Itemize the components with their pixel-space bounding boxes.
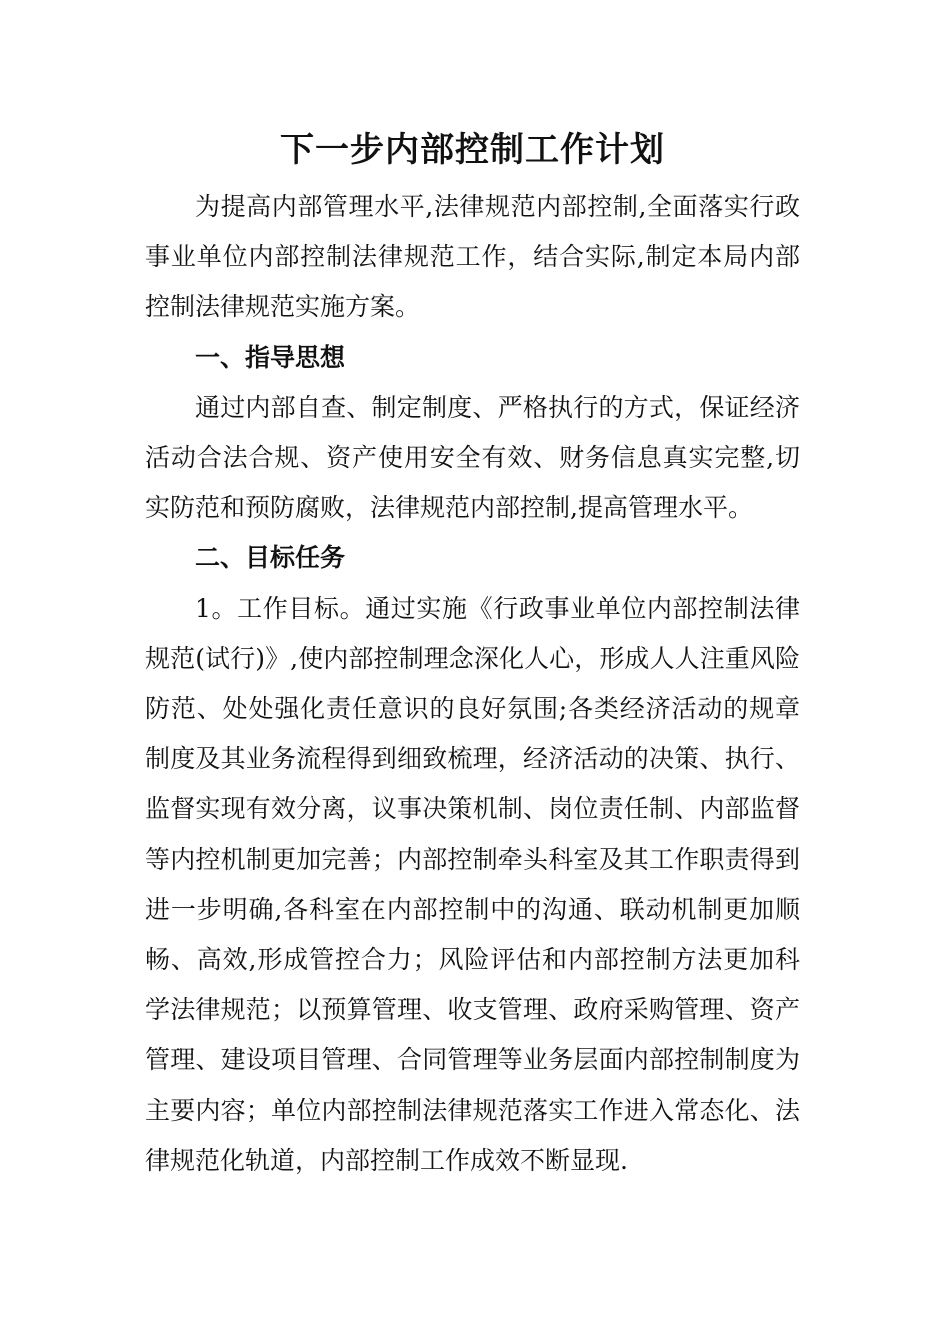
guiding-ideology-paragraph: 通过内部自查、制定制度、严格执行的方式，保证经济活动合法合规、资产使用安全有效、财务信息真实完整,切实防范和预防腐败，法律规范内部控制,提高管理水平。 <box>145 392 800 523</box>
intro-paragraph: 为提高内部管理水平,法律规范内部控制,全面落实行政事业单位内部控制法律规范工作，结合实际,制定本局内部控制法律规范实施方案。 <box>145 192 800 322</box>
section-heading-guiding-ideology: 一、指导思想 <box>195 342 346 372</box>
section-heading-goals-tasks: 二、目标任务 <box>195 543 346 573</box>
document-body <box>145 122 800 1186</box>
work-goals-paragraph: 1。工作目标。通过实施《行政事业单位内部控制法律规范(试行)》,使内部控制理念深化人心，形成人人注重风险防范、处处强化责任意识的良好氛围;各类经济活动的规章制度及其业务流程得到细致梳理，经济活动的决策、执行、监督实现有效分离，议事决策机制、岗位责任制、内部监督等内控机制更加完善；内部控制牵头科室及其工作职责得到进一步明确,各科室在内部控制中的沟通、联动机制更加顺畅、高效,形成管控合力；风险评估和内部控制方法更加科学法律规范；以预算管理、收支管理、政府采购管理、资产管理、建设项目管理、合同管理等业务层面内部控制制度为主要内容；单位内部控制法律规范落实工作进入常态化、法律规范化轨道，内部控制工作成效不断显现. <box>145 593 800 1175</box>
document-title: 下一步内部控制工作计划 <box>280 130 665 170</box>
